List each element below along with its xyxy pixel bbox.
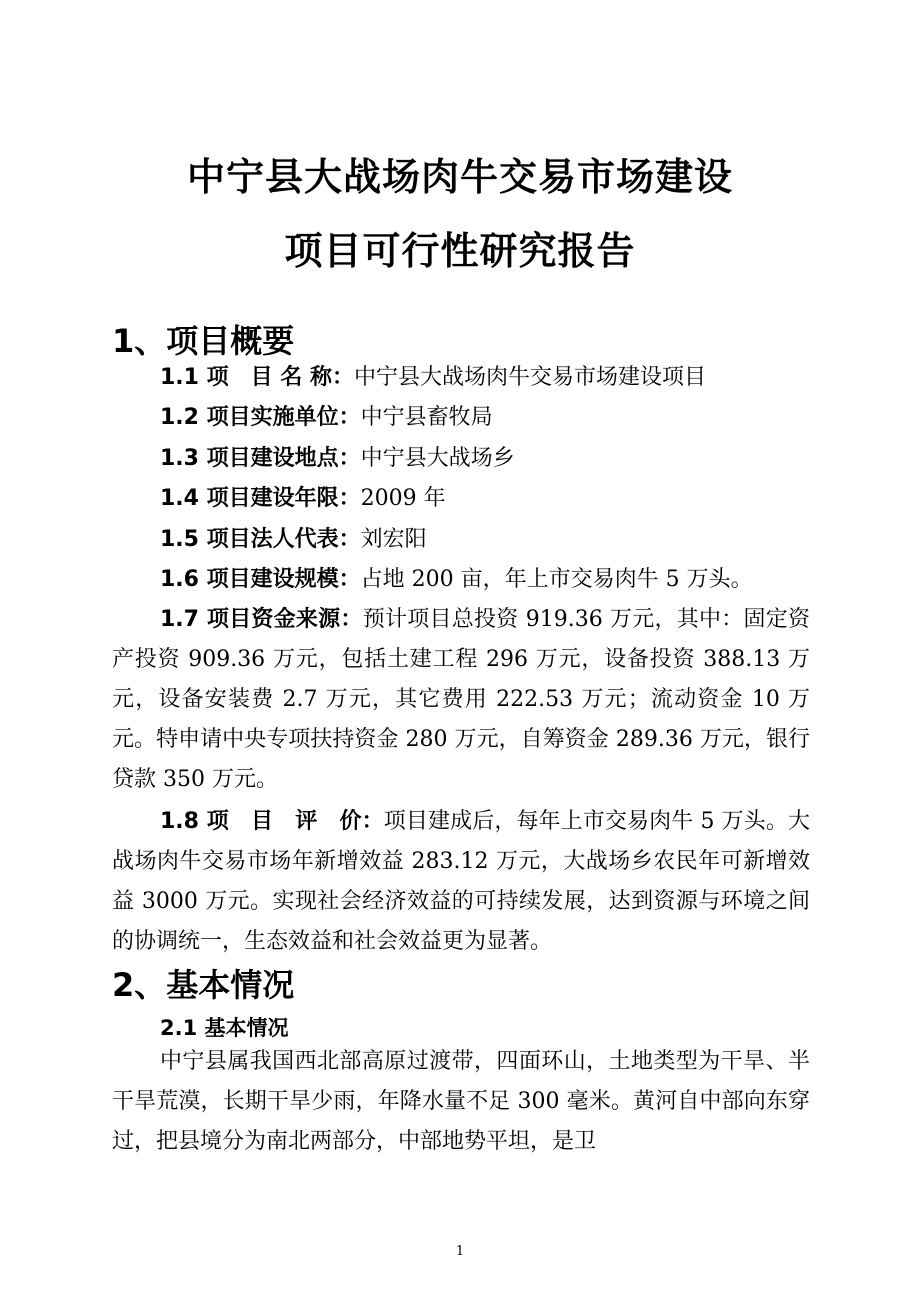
- item-1-2: [160, 398, 493, 438]
- item-1-5: [160, 520, 427, 560]
- item-1-3: [160, 439, 515, 479]
- item-value: 中宁县大战场乡: [360, 446, 515, 471]
- item-value: 占地 200 亩，年上市交易肉牛 5 万头。: [360, 567, 753, 592]
- subsection-2-1-heading: 2.1 基本情况: [160, 1016, 289, 1040]
- funding-label: 1.7 项目资金来源：: [160, 607, 363, 632]
- item-1-1: [160, 358, 706, 398]
- evaluation-text: 项目建成后，每年上市交易肉牛 5 万头。大战场肉牛交易市场年新增效益 283.12 万元，大战场乡农民年可新增效益 3000 万元。实现社会经济效益的可持续发展，达到资源与环境之间的协调统一，生态效益和社会效益更为显著。: [112, 809, 810, 954]
- page-number: 1: [455, 1244, 465, 1259]
- item-1-6: [160, 560, 753, 600]
- item-label: 1.2 项目实施单位：: [160, 405, 361, 430]
- document-title-line-1: 中宁县大战场肉牛交易市场建设: [186, 155, 733, 199]
- document-title-line-2: 项目可行性研究报告: [284, 229, 636, 273]
- evaluation-paragraph: [112, 802, 810, 962]
- item-value: 中宁县畜牧局: [360, 405, 493, 430]
- funding-paragraph: [112, 600, 810, 800]
- basic-info-paragraph: 中宁县属我国西北部高原过渡带，四面环山，土地类型为干旱、半干旱荒漠，长期干旱少雨，年降水量不足 300 毫米。黄河自中部向东穿过，把县境分为南北两部分，中部地势平坦，是卫: [112, 1049, 810, 1154]
- item-label: 1.3 项目建设地点：: [160, 446, 361, 471]
- section-1-heading: 1、项目概要: [112, 322, 295, 360]
- item-value: 中宁县大战场肉牛交易市场建设项目: [353, 365, 706, 390]
- item-label: 1.5 项目法人代表：: [160, 527, 361, 552]
- item-value: 2009 年: [360, 486, 446, 511]
- item-1-4: [160, 479, 446, 519]
- item-value: 刘宏阳: [360, 527, 427, 552]
- item-label: 1.4 项目建设年限：: [160, 486, 361, 511]
- evaluation-label: 1.8 项 目 评 价：: [160, 809, 384, 834]
- funding-text: 预计项目总投资 919.36 万元，其中：固定资产投资 909.36 万元，包括土建工程 296 万元，设备投资 388.13 万元，设备安装费 2.7 万元，其它费用 222.53 万元；流动资金 10 万元。特申请中央专项扶持资金 280 万元，自筹资金 289.36 万元，银行贷款 350 万元。: [112, 607, 810, 792]
- item-label: 1.1 项 目 名 称：: [160, 365, 354, 390]
- item-label: 1.6 项目建设规模：: [160, 567, 361, 592]
- section-2-heading: 2、基本情况: [112, 966, 295, 1004]
